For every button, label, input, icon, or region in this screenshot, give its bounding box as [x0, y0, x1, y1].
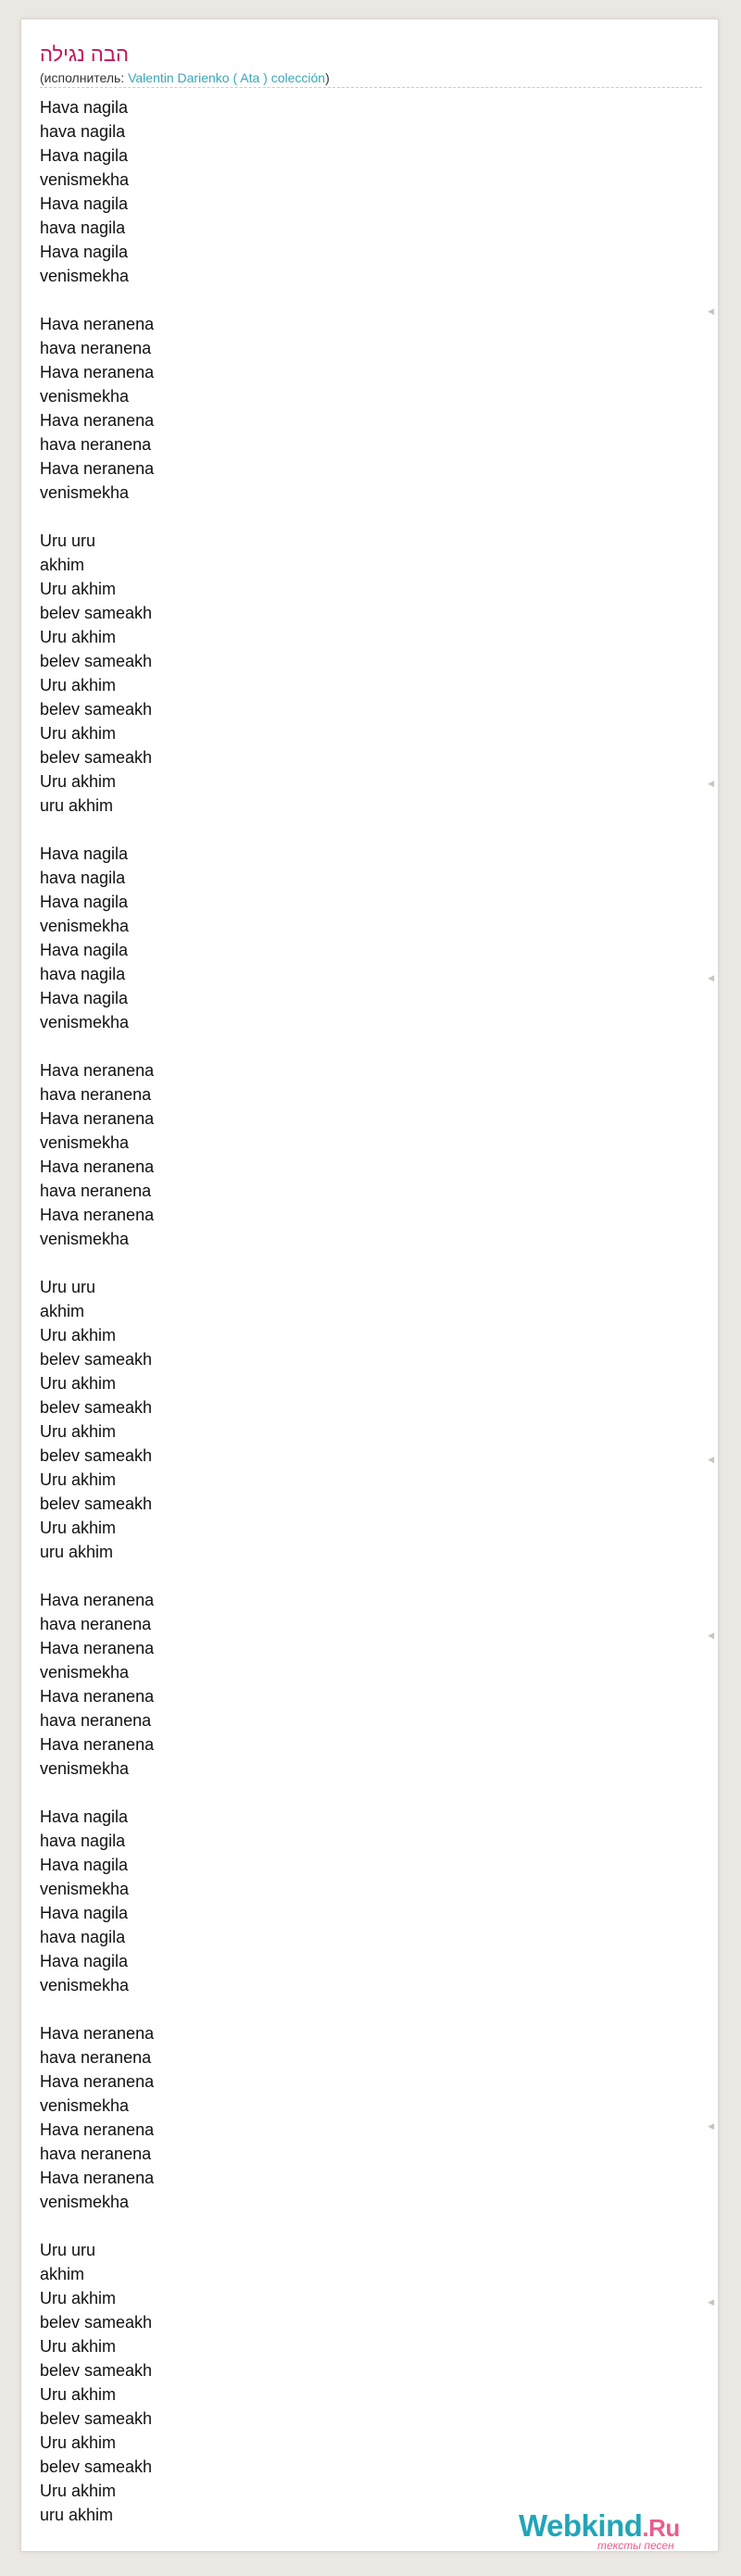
lyric-line: akhim: [40, 1302, 85, 1320]
lyric-line: hava neranena: [40, 435, 152, 454]
lyric-line: Uru akhim: [40, 580, 117, 598]
lyric-line: Hava neranena: [40, 2024, 155, 2043]
site-logo[interactable]: [519, 2509, 722, 2556]
lyric-line: hava nagila: [40, 122, 126, 141]
lyric-line: belev sameakh: [40, 2361, 153, 2380]
lyric-line: Uru akhim: [40, 772, 117, 791]
scroll-arrow-icon: ◀: [708, 779, 714, 788]
lyric-line: Hava neranena: [40, 2120, 155, 2139]
lyric-line: Hava neranena: [40, 1591, 155, 1609]
lyric-line: venismekha: [40, 1976, 130, 1995]
lyric-line: Hava neranena: [40, 459, 155, 478]
lyric-line: belev sameakh: [40, 1494, 153, 1513]
song-header: [40, 42, 702, 88]
scroll-arrow-icon: ◀: [708, 306, 714, 316]
song-title: הבה נגילה: [40, 43, 129, 66]
lyric-line: Uru akhim: [40, 628, 117, 646]
lyric-line: hava nagila: [40, 965, 126, 983]
lyric-line: Hava nagila: [40, 1952, 129, 1970]
lyric-line: venismekha: [40, 170, 130, 189]
lyric-line: Hava neranena: [40, 1157, 155, 1176]
lyric-line: hava nagila: [40, 869, 126, 887]
scroll-arrow-icon: ◀: [708, 973, 714, 982]
lyric-line: Hava neranena: [40, 1735, 155, 1754]
artist-line: [40, 69, 702, 88]
lyric-line: venismekha: [40, 267, 130, 285]
lyric-line: akhim: [40, 2265, 85, 2283]
lyric-line: Uru akhim: [40, 1374, 117, 1393]
lyric-line: belev sameakh: [40, 2457, 153, 2476]
lyric-line: Uru uru: [40, 531, 96, 550]
lyrics-stanza: [40, 2021, 154, 2214]
lyric-line: Uru akhim: [40, 676, 117, 694]
artist-prefix: (исполнитель:: [40, 70, 129, 85]
lyric-line: hava nagila: [40, 1928, 126, 1946]
lyrics-body: [40, 95, 154, 2551]
lyric-line: Uru akhim: [40, 1326, 117, 1344]
lyric-line: hava neranena: [40, 1615, 152, 1633]
lyric-line: belev sameakh: [40, 1398, 153, 1417]
lyric-line: hava neranena: [40, 2048, 152, 2067]
lyric-line: venismekha: [40, 1880, 130, 1898]
lyrics-card: [20, 19, 719, 2552]
lyric-line: venismekha: [40, 1759, 130, 1778]
lyric-line: hava neranena: [40, 1182, 152, 1200]
lyric-line: venismekha: [40, 1230, 130, 1248]
logo-tld: .Ru: [642, 2514, 680, 2542]
lyrics-stanza: [40, 1275, 154, 1564]
lyric-line: akhim: [40, 556, 85, 574]
lyrics-stanza: [40, 312, 154, 505]
lyric-line: Uru akhim: [40, 2482, 117, 2500]
lyric-line: hava nagila: [40, 1832, 126, 1850]
lyric-line: belev sameakh: [40, 748, 153, 767]
scroll-arrow-icon: ◀: [708, 2121, 714, 2131]
lyric-line: belev sameakh: [40, 1446, 153, 1465]
lyric-line: Hava nagila: [40, 1856, 129, 1874]
lyric-line: venismekha: [40, 2193, 130, 2211]
lyric-line: Uru akhim: [40, 1422, 117, 1441]
lyric-line: Uru akhim: [40, 724, 117, 743]
lyric-line: Hava neranena: [40, 1687, 155, 1706]
lyric-line: Hava nagila: [40, 941, 129, 959]
lyric-line: uru akhim: [40, 796, 114, 815]
lyric-line: hava neranena: [40, 1711, 152, 1730]
lyrics-stanza: [40, 95, 154, 288]
lyric-line: Hava neranena: [40, 1206, 155, 1224]
lyric-line: Hava neranena: [40, 315, 155, 333]
logo-tagline: тексты песен: [597, 2539, 674, 2552]
scroll-arrow-icon: ◀: [708, 1631, 714, 1640]
lyric-line: hava neranena: [40, 339, 152, 357]
lyrics-stanza: [40, 1588, 154, 1781]
logo-brand: Webkind: [519, 2508, 643, 2543]
lyric-line: hava nagila: [40, 219, 126, 237]
lyrics-stanza: [40, 529, 154, 818]
lyric-line: venismekha: [40, 1133, 130, 1152]
lyric-line: uru akhim: [40, 1543, 114, 1561]
lyric-line: hava neranena: [40, 2145, 152, 2163]
lyric-line: venismekha: [40, 917, 130, 935]
lyric-line: belev sameakh: [40, 2313, 153, 2332]
lyrics-stanza: [40, 842, 154, 1034]
lyric-line: belev sameakh: [40, 604, 153, 622]
lyric-line: Uru akhim: [40, 2385, 117, 2404]
lyric-line: uru akhim: [40, 2506, 114, 2524]
lyrics-stanza: [40, 1805, 154, 1997]
lyric-line: Uru akhim: [40, 2433, 117, 2452]
lyric-line: venismekha: [40, 2096, 130, 2115]
lyric-line: Hava nagila: [40, 194, 129, 213]
lyric-line: Hava neranena: [40, 1061, 155, 1080]
lyric-line: Hava nagila: [40, 1807, 129, 1826]
lyric-line: Hava neranena: [40, 2169, 155, 2187]
scroll-arrow-icon: ◀: [708, 1455, 714, 1464]
lyric-line: Uru akhim: [40, 2289, 117, 2307]
lyric-line: Hava neranena: [40, 2072, 155, 2091]
scroll-arrow-icon: ◀: [708, 2297, 714, 2307]
lyric-line: Hava nagila: [40, 844, 129, 863]
lyric-line: belev sameakh: [40, 700, 153, 719]
lyric-line: Uru akhim: [40, 2337, 117, 2356]
lyric-line: belev sameakh: [40, 2409, 153, 2428]
lyric-line: Hava nagila: [40, 989, 129, 1007]
artist-link[interactable]: Valentin Darienko ( Ata ) colección: [128, 70, 326, 85]
lyric-line: Hava nagila: [40, 893, 129, 911]
lyric-line: Uru uru: [40, 2241, 96, 2259]
lyric-line: venismekha: [40, 1013, 130, 1032]
lyric-line: Hava nagila: [40, 1904, 129, 1922]
artist-suffix: ): [325, 70, 330, 85]
lyrics-stanza: [40, 2238, 154, 2527]
lyric-line: Hava neranena: [40, 411, 155, 430]
lyric-line: venismekha: [40, 483, 130, 502]
lyric-line: Hava nagila: [40, 146, 129, 165]
lyrics-stanza: [40, 1058, 154, 1251]
lyric-line: Hava nagila: [40, 98, 129, 117]
lyric-line: belev sameakh: [40, 1350, 153, 1369]
lyric-line: Hava neranena: [40, 1639, 155, 1657]
lyric-line: Hava neranena: [40, 363, 155, 381]
lyric-line: venismekha: [40, 387, 130, 406]
lyric-line: Hava neranena: [40, 1109, 155, 1128]
lyric-line: Uru akhim: [40, 1519, 117, 1537]
lyric-line: Uru uru: [40, 1278, 96, 1296]
lyric-line: venismekha: [40, 1663, 130, 1682]
lyric-line: hava neranena: [40, 1085, 152, 1104]
lyric-line: belev sameakh: [40, 652, 153, 670]
lyric-line: Hava nagila: [40, 243, 129, 261]
lyric-line: Uru akhim: [40, 1470, 117, 1489]
